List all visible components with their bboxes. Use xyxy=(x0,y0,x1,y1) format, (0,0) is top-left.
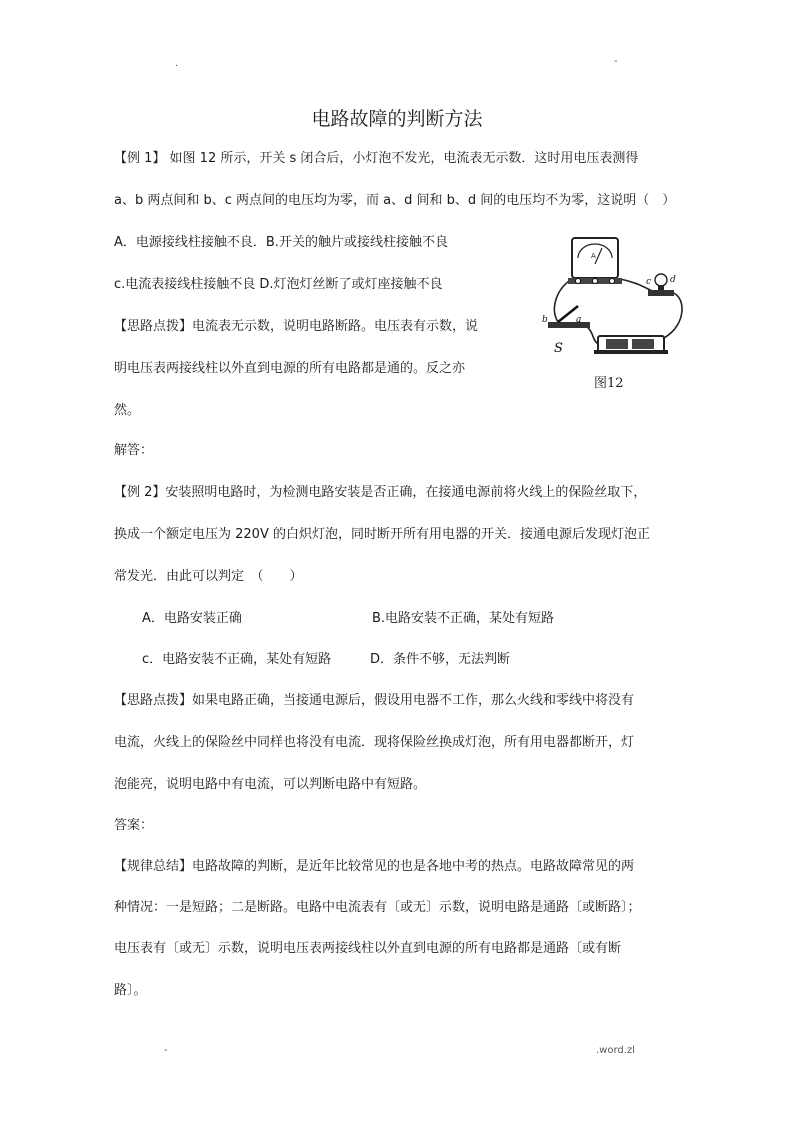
wire-meter-switch xyxy=(554,279,572,322)
label-d: d xyxy=(670,275,676,285)
footer-left-mark: - xyxy=(164,1045,168,1056)
label-b: b xyxy=(542,315,548,325)
wire-switch-battery xyxy=(586,326,598,344)
example2-hint-line2: 电流，火线上的保险丝中同样也将没有电流．现将保险丝换成灯泡，所有用电器都断开，灯 xyxy=(114,735,635,750)
example1-line2: a、b 两点间和 b、c 两点间的电压均为零，而 a、d 间和 b、d 间的电压均不为零，这说明（ ） xyxy=(114,193,676,208)
example2-hint-line1: 【思路点拨】如果电路正确，当接通电源后，假设用电器不工作，那么火线和零线中将没有 xyxy=(114,693,635,708)
ammeter-terminal-2 xyxy=(593,279,598,284)
battery-cell-1 xyxy=(606,339,628,349)
example1-answer-label: 解答： xyxy=(114,443,154,458)
example2-option-a: A．电路安装正确 xyxy=(142,611,242,626)
example2-line2: 换成一个额定电压为 220V 的白炽灯泡，同时断开所有用电器的开关．接通电源后发现灯泡正 xyxy=(114,527,650,542)
battery-cell-2 xyxy=(632,339,654,349)
example2-hint-line3: 泡能亮，说明电路中有电流，可以判断电路中有短路。 xyxy=(114,777,427,792)
ammeter-glyph: A xyxy=(591,252,596,260)
wire-lamp-battery xyxy=(664,292,682,338)
example2-option-c: c．电路安装不正确，某处有短路 xyxy=(142,652,332,667)
lamp-bulb-icon xyxy=(655,274,667,286)
figure-caption: 图12 xyxy=(594,376,624,391)
summary-line2: 种情况：一是短路；二是断路。电路中电流表有〔或无〕示数，说明电路是通路〔或断路〕； xyxy=(114,900,641,915)
example2-line1: 【例 2】安装照明电路时，为检测电路安装是否正确，在接通电源前将火线上的保险丝取下， xyxy=(114,485,647,500)
page-title: 电路故障的判断方法 xyxy=(311,108,483,130)
summary-line1: 【规律总结】电路故障的判断，是近年比较常见的也是各地中考的热点。电路故障常见的两 xyxy=(114,859,635,874)
header-left-mark: . xyxy=(175,58,179,69)
label-switch: S xyxy=(554,341,563,356)
example2-option-d: D．条件不够，无法判断 xyxy=(370,652,511,667)
battery-base xyxy=(594,350,668,354)
circuit-figure xyxy=(536,234,694,362)
header-right-mark: - xyxy=(614,56,618,67)
lamp-holder xyxy=(648,290,674,296)
example1-hint-line2: 明电压表两接线柱以外直到电源的所有电路都是通的。反之亦 xyxy=(114,361,466,376)
example1-hint-line1: 【思路点拨】电流表无示数，说明电路断路。电压表有示数，说 xyxy=(114,319,479,334)
example1-line1: 【例 1】 如图 12 所示，开关 s 闭合后，小灯泡不发光，电流表无示数．这时用电压表测得 xyxy=(114,151,639,166)
lamp-base xyxy=(658,285,664,290)
example2-option-b: B.电路安装不正确，某处有短路 xyxy=(372,611,555,626)
label-c: c xyxy=(646,277,652,287)
example2-answer-label: 答案： xyxy=(114,818,154,833)
example2-line3: 常发光．由此可以判定 （ ） xyxy=(114,569,303,584)
label-a: a xyxy=(576,315,582,325)
ammeter-terminal-3 xyxy=(610,279,615,284)
switch-base xyxy=(548,322,590,328)
switch-lever xyxy=(558,306,578,322)
ammeter-terminal-1 xyxy=(576,279,581,284)
example1-option-ab: A．电源接线柱接触不良．B.开关的触片或接线柱接触不良 xyxy=(114,235,448,250)
footer-right-text: .word.zl xyxy=(596,1045,635,1056)
summary-line3: 电压表有〔或无〕示数，说明电压表两接线柱以外直到电源的所有电路都是通路〔或有断 xyxy=(114,941,622,956)
example1-hint-line3: 然。 xyxy=(114,403,141,418)
summary-line4: 路〕。 xyxy=(114,983,147,998)
example1-option-cd: c.电流表接线柱接触不良 D.灯泡灯丝断了或灯座接触不良 xyxy=(114,277,443,292)
